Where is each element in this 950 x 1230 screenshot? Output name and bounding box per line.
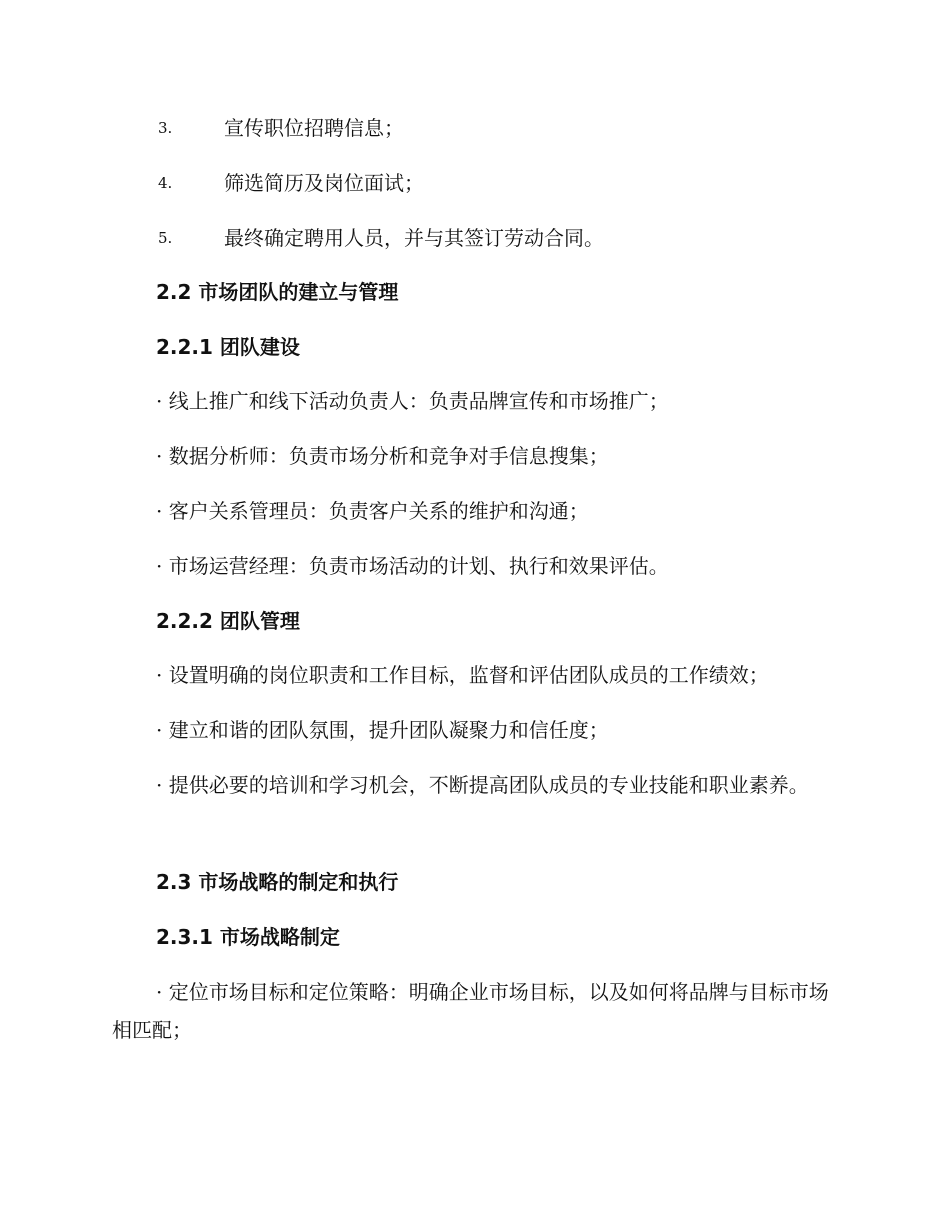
bullet-item: · 市场运营经理：负责市场活动的计划、执行和效果评估。 xyxy=(156,554,669,578)
item-text: 筛选简历及岗位面试； xyxy=(224,171,424,195)
subsection-heading: 2.3.1 市场战略制定 xyxy=(156,925,340,949)
bullet-item: · 客户关系管理员：负责客户关系的维护和沟通； xyxy=(156,499,589,523)
bullet-item: · 数据分析师：负责市场分析和竞争对手信息搜集； xyxy=(156,444,609,468)
section-heading: 2.3 市场战略的制定和执行 xyxy=(156,870,399,894)
item-text: 最终确定聘用人员，并与其签订劳动合同。 xyxy=(224,226,604,250)
item-number: 4. xyxy=(158,174,173,192)
item-text: 宣传职位招聘信息； xyxy=(224,116,404,140)
bullet-item: · 建立和谐的团队氛围，提升团队凝聚力和信任度； xyxy=(156,718,609,742)
subsection-heading: 2.2.2 团队管理 xyxy=(156,609,300,633)
item-number: 3. xyxy=(158,119,173,137)
subsection-heading: 2.2.1 团队建设 xyxy=(156,335,300,359)
bullet-item: · 设置明确的岗位职责和工作目标，监督和评估团队成员的工作绩效； xyxy=(156,663,769,687)
item-number: 5. xyxy=(158,229,173,247)
bullet-item-wrapped: · 提供必要的培训和学习机会，不断提高团队成员的专业技能和职业素养。 xyxy=(156,773,809,797)
bullet-item: · 线上推广和线下活动负责人：负责品牌宣传和市场推广； xyxy=(156,389,669,413)
section-heading: 2.2 市场团队的建立与管理 xyxy=(156,280,399,304)
bullet-item-wrapped: · 定位市场目标和定位策略：明确企业市场目标，以及如何将品牌与目标市场相匹配； xyxy=(112,980,829,1042)
